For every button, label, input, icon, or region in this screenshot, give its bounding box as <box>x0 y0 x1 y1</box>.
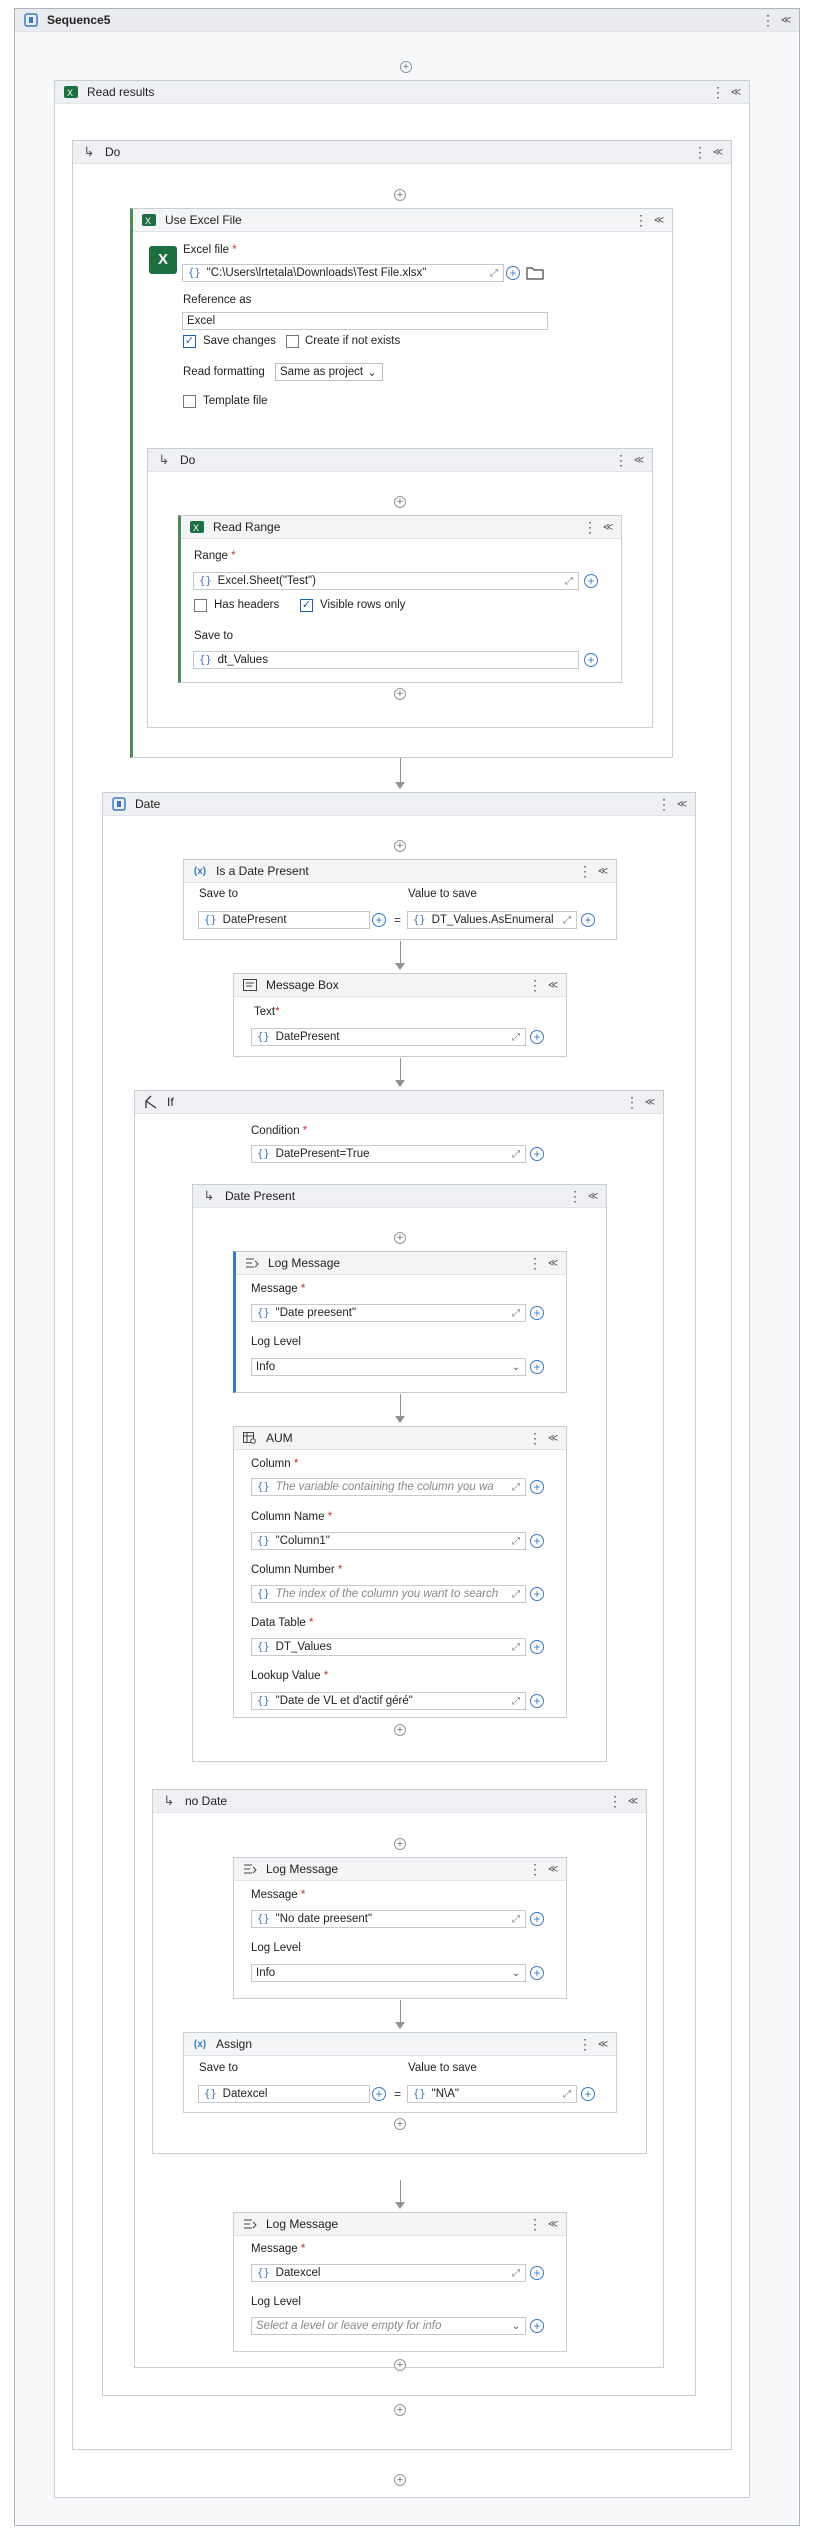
read-formatting-dropdown[interactable]: Same as project ⌄ <box>275 363 383 381</box>
do-arrow-icon: ↳ <box>158 452 170 467</box>
column-number-label: Column Number * <box>251 1564 343 1576</box>
message-label: Message * <box>251 1889 306 1901</box>
excel-icon <box>141 212 157 228</box>
date-menu-icon[interactable]: ⋮ <box>657 796 671 812</box>
log-message-icon <box>242 2216 258 2232</box>
value-to-save-field[interactable]: {} DT_Values.AsEnumeral ⤢ <box>407 911 577 929</box>
aum-collapse-icon[interactable]: ≪ <box>547 1432 559 1444</box>
is-date-present-header[interactable] <box>184 860 616 883</box>
read-results-collapse-icon[interactable]: ≪ <box>730 86 742 98</box>
log-level-label: Log Level <box>251 1336 301 1348</box>
column-field[interactable]: {} The variable containing the column you wa ⤢ <box>251 1478 526 1496</box>
add-activity-button[interactable]: + <box>400 61 412 73</box>
do-arrow-icon: ↳ <box>83 144 95 159</box>
is-date-present-menu-icon[interactable]: ⋮ <box>578 863 592 879</box>
add-activity-button[interactable]: + <box>394 2118 406 2130</box>
assign-icon: (x) <box>193 2038 207 2050</box>
log-message-collapse-icon[interactable]: ≪ <box>547 2218 559 2230</box>
assign-collapse-icon[interactable]: ≪ <box>597 2038 609 2050</box>
read-results-title: Read results <box>87 85 155 99</box>
text-add-button[interactable]: + <box>530 1030 544 1044</box>
excel-logo-icon: X <box>149 246 177 274</box>
date-present-title: Date Present <box>225 1189 296 1203</box>
assign-header[interactable] <box>184 2033 616 2056</box>
has-headers-label: Has headers <box>214 599 280 611</box>
if-collapse-icon[interactable]: ≪ <box>644 1096 656 1108</box>
if-menu-icon[interactable]: ⋮ <box>625 1094 639 1110</box>
svg-text:X: X <box>145 216 152 226</box>
lookup-table-icon <box>242 1430 258 1446</box>
do-header[interactable] <box>73 141 731 164</box>
log-level-add-button[interactable]: + <box>530 1360 544 1374</box>
log-message-header[interactable] <box>236 1252 566 1275</box>
do-collapse-icon[interactable]: ≪ <box>633 454 645 466</box>
log-level-add-button[interactable]: + <box>530 2319 544 2333</box>
message-box-menu-icon[interactable]: ⋮ <box>528 977 542 993</box>
column-name-field[interactable]: {} "Column1" ⤢ <box>251 1532 526 1550</box>
message-add-button[interactable]: + <box>530 1912 544 1926</box>
add-activity-button[interactable]: + <box>394 496 406 508</box>
range-field[interactable]: {} Excel.Sheet("Test") ⤢ <box>193 572 579 590</box>
is-date-present-title: Is a Date Present <box>216 864 309 878</box>
range-add-button[interactable]: + <box>584 574 598 588</box>
column-name-label: Column Name * <box>251 1511 333 1523</box>
message-box-icon <box>242 977 258 993</box>
visible-rows-label: Visible rows only <box>320 599 406 611</box>
read-results-menu-icon[interactable]: ⋮ <box>711 84 725 100</box>
log-message-menu-icon[interactable]: ⋮ <box>528 1861 542 1877</box>
log-message-title: Log Message <box>268 1256 341 1270</box>
log-message-collapse-icon[interactable]: ≪ <box>547 1257 559 1269</box>
read-results-header[interactable] <box>55 81 749 104</box>
use-excel-header[interactable] <box>133 209 672 232</box>
no-date-menu-icon[interactable]: ⋮ <box>608 1793 622 1809</box>
flow-arrowhead <box>395 2202 405 2209</box>
no-date-title: no Date <box>185 1794 228 1808</box>
message-label: Message * <box>251 2243 306 2255</box>
add-activity-button[interactable]: + <box>394 2404 406 2416</box>
message-box-collapse-icon[interactable]: ≪ <box>547 979 559 991</box>
log-level-label: Log Level <box>251 1942 301 1954</box>
sequence5-title: Sequence5 <box>47 13 111 27</box>
message-label: Message * <box>251 1283 306 1295</box>
save-changes-checkbox[interactable]: ✓ <box>184 335 195 347</box>
create-if-not-exists-checkbox[interactable] <box>286 335 299 348</box>
assign-icon: (x) <box>193 865 207 877</box>
add-activity-button[interactable]: + <box>394 1232 406 1244</box>
do-menu-icon[interactable]: ⋮ <box>614 452 628 468</box>
save-to-label: Save to <box>199 888 238 900</box>
use-excel-menu-icon[interactable]: ⋮ <box>634 212 648 228</box>
save-changes-label: Save changes <box>203 335 276 347</box>
aum-title: AUM <box>266 1431 293 1445</box>
log-level-dropdown[interactable]: Select a level or leave empty for info ⌄ <box>251 2317 526 2335</box>
column-number-add-button[interactable]: + <box>530 1587 544 1601</box>
lookup-value-label: Lookup Value * <box>251 1670 329 1682</box>
save-to-field[interactable]: {} Datexcel <box>198 2085 370 2103</box>
value-to-save-field[interactable]: {} "N\A" ⤢ <box>407 2085 577 2103</box>
do-arrow-icon: ↳ <box>203 1188 215 1203</box>
log-message-title: Log Message <box>266 1862 339 1876</box>
data-table-add-button[interactable]: + <box>530 1640 544 1654</box>
template-file-label: Template file <box>203 395 268 407</box>
date-header[interactable] <box>103 793 695 816</box>
use-excel-collapse-icon[interactable]: ≪ <box>653 214 665 226</box>
sequence-icon <box>23 12 39 28</box>
add-activity-button[interactable]: + <box>394 189 406 201</box>
column-add-button[interactable]: + <box>530 1480 544 1494</box>
column-number-field[interactable]: {} The index of the column you want to search ⤢ <box>251 1585 526 1603</box>
date-title: Date <box>135 797 161 811</box>
value-to-save-add-button[interactable]: + <box>581 2087 595 2101</box>
flow-arrowhead <box>395 782 405 789</box>
date-present-collapse-icon[interactable]: ≪ <box>587 1190 599 1202</box>
create-if-not-exists-label: Create if not exists <box>305 335 401 347</box>
log-level-add-button[interactable]: + <box>530 1966 544 1980</box>
message-box-title: Message Box <box>266 978 339 992</box>
do-collapse-icon[interactable]: ≪ <box>712 146 724 158</box>
lookup-value-field[interactable]: {} "Date de VL et d'actif géré" ⤢ <box>251 1692 526 1710</box>
column-name-add-button[interactable]: + <box>530 1534 544 1548</box>
date-collapse-icon[interactable]: ≪ <box>676 798 688 810</box>
no-date-collapse-icon[interactable]: ≪ <box>627 1795 639 1807</box>
log-level-dropdown[interactable]: Info ⌄ <box>251 1358 526 1376</box>
log-message-icon <box>244 1255 260 1271</box>
save-to-label: Save to <box>194 630 233 642</box>
do-title: Do <box>180 453 196 467</box>
date-present-menu-icon[interactable]: ⋮ <box>568 1188 582 1204</box>
reference-as-field[interactable]: Excel <box>182 312 548 330</box>
add-activity-button[interactable]: + <box>394 2474 406 2486</box>
column-label: Column * <box>251 1458 299 1470</box>
do-menu-icon[interactable]: ⋮ <box>693 144 707 160</box>
flow-connector <box>400 2000 401 2022</box>
message-field[interactable]: {} "No date preesent" ⤢ <box>251 1910 526 1928</box>
message-add-button[interactable]: + <box>530 2266 544 2280</box>
excel-file-add-button[interactable]: + <box>506 266 520 280</box>
no-date-header[interactable] <box>153 1790 646 1813</box>
read-range-menu-icon[interactable]: ⋮ <box>583 519 597 535</box>
save-to-field[interactable]: {} dt_Values <box>193 651 579 669</box>
svg-text:X: X <box>67 88 74 98</box>
message-field[interactable]: {} "Date preesent" ⤢ <box>251 1304 526 1322</box>
data-table-label: Data Table * <box>251 1617 314 1629</box>
sequence5-collapse-icon[interactable]: ≪ <box>780 14 792 26</box>
log-message-collapse-icon[interactable]: ≪ <box>547 1863 559 1875</box>
log-level-label: Log Level <box>251 2296 301 2308</box>
equals-sign: = <box>394 913 402 927</box>
save-to-add-button[interactable]: + <box>584 653 598 667</box>
aum-header[interactable] <box>234 1427 566 1450</box>
read-range-title: Read Range <box>213 520 281 534</box>
excel-file-label: Excel file * <box>183 244 237 256</box>
reference-as-label: Reference as <box>183 294 252 306</box>
condition-add-button[interactable]: + <box>530 1147 544 1161</box>
if-branch-icon <box>143 1094 159 1110</box>
save-to-add-button[interactable]: + <box>372 913 386 927</box>
do-header[interactable] <box>148 449 652 472</box>
message-box-header[interactable] <box>234 974 566 997</box>
has-headers-checkbox[interactable] <box>194 599 207 612</box>
flow-arrowhead <box>395 1416 405 1423</box>
add-activity-button[interactable]: + <box>394 2359 406 2371</box>
read-formatting-label: Read formatting <box>183 366 265 378</box>
folder-icon[interactable] <box>526 265 544 280</box>
read-range-collapse-icon[interactable]: ≪ <box>602 521 614 533</box>
if-header[interactable] <box>135 1091 663 1114</box>
condition-field[interactable]: {} DatePresent=True ⤢ <box>251 1145 526 1163</box>
log-message-icon <box>242 1861 258 1877</box>
lookup-value-add-button[interactable]: + <box>530 1694 544 1708</box>
flow-connector <box>400 1058 401 1080</box>
template-file-checkbox[interactable] <box>183 395 196 408</box>
sequence5-header[interactable] <box>15 9 799 32</box>
range-label: Range * <box>194 550 236 562</box>
if-title: If <box>167 1095 174 1109</box>
log-level-dropdown[interactable]: Info ⌄ <box>251 1964 526 1982</box>
excel-icon <box>189 519 205 535</box>
flow-connector <box>400 1394 401 1416</box>
flow-arrowhead <box>395 2022 405 2029</box>
flow-arrowhead <box>395 1080 405 1087</box>
log-message-menu-icon[interactable]: ⋮ <box>528 1255 542 1271</box>
text-label: Text* <box>254 1006 280 1018</box>
add-activity-button[interactable]: + <box>394 688 406 700</box>
message-field[interactable]: {} Datexcel ⤢ <box>251 2264 526 2282</box>
flow-connector <box>400 2180 401 2202</box>
assign-menu-icon[interactable]: ⋮ <box>578 2036 592 2052</box>
log-message-title: Log Message <box>266 2217 339 2231</box>
save-to-label: Save to <box>199 2062 238 2074</box>
do-title: Do <box>105 145 121 159</box>
excel-icon <box>63 84 79 100</box>
log-message-header[interactable] <box>234 1858 566 1881</box>
add-activity-button[interactable]: + <box>394 1724 406 1736</box>
date-present-header[interactable] <box>193 1185 606 1208</box>
do-arrow-icon: ↳ <box>163 1793 175 1808</box>
value-to-save-add-button[interactable]: + <box>581 913 595 927</box>
value-to-save-label: Value to save <box>408 888 477 900</box>
condition-label: Condition * <box>251 1125 308 1137</box>
value-to-save-label: Value to save <box>408 2062 477 2074</box>
sequence-icon <box>111 796 127 812</box>
flow-connector <box>400 941 401 963</box>
text-field[interactable]: {} DatePresent ⤢ <box>251 1028 526 1046</box>
excel-file-field[interactable]: {} "C:\Users\lrtetala\Downloads\Test File.xlsx" ⤢ <box>182 264 504 282</box>
log-message-header[interactable] <box>234 2213 566 2236</box>
is-date-present-collapse-icon[interactable]: ≪ <box>597 865 609 877</box>
save-to-field[interactable]: {} DatePresent <box>198 911 370 929</box>
equals-sign: = <box>394 2087 402 2101</box>
add-activity-button[interactable]: + <box>394 1838 406 1850</box>
use-excel-title: Use Excel File <box>165 213 242 227</box>
message-add-button[interactable]: + <box>530 1306 544 1320</box>
aum-menu-icon[interactable]: ⋮ <box>528 1430 542 1446</box>
svg-text:X: X <box>193 523 200 533</box>
flow-connector <box>400 758 401 782</box>
assign-title: Assign <box>216 2037 253 2051</box>
visible-rows-checkbox[interactable]: ✓ <box>301 599 312 611</box>
save-to-add-button[interactable]: + <box>372 2087 386 2101</box>
log-message-menu-icon[interactable]: ⋮ <box>528 2216 542 2232</box>
data-table-field[interactable]: {} DT_Values ⤢ <box>251 1638 526 1656</box>
flow-arrowhead <box>395 963 405 970</box>
read-range-header[interactable] <box>181 516 621 539</box>
sequence5-menu-icon[interactable]: ⋮ <box>761 12 775 28</box>
add-activity-button[interactable]: + <box>394 840 406 852</box>
